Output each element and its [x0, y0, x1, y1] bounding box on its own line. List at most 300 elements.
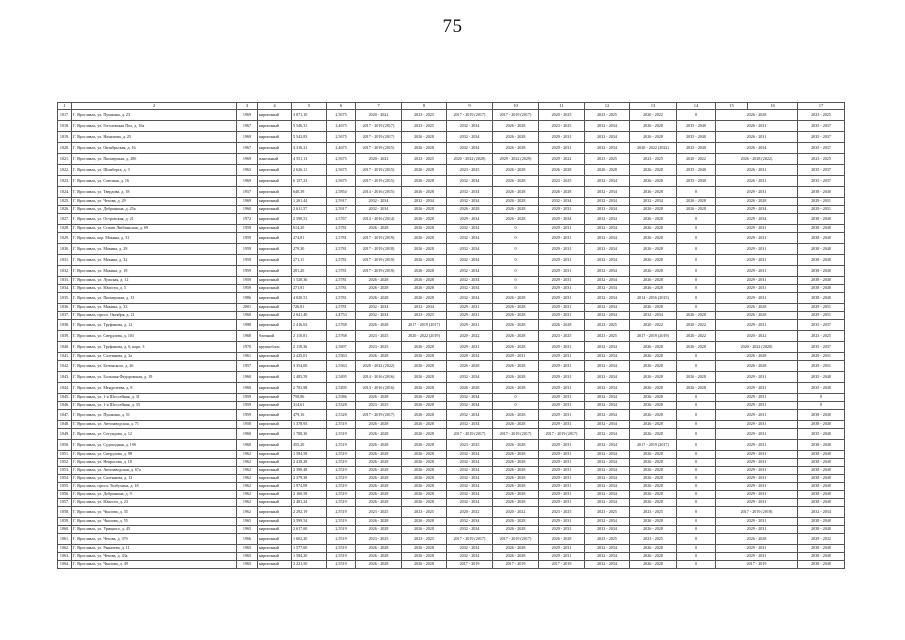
table-cell: 2,5767	[327, 214, 356, 225]
table-cell: Г. Ярославль, ул. Автозаводская, д. 67а	[72, 467, 237, 475]
table-cell: 0	[677, 534, 716, 545]
table-cell: 2017 - 2019	[716, 561, 798, 569]
table-cell: 2029 - 2031	[716, 383, 798, 394]
table-cell: 1959	[237, 402, 258, 410]
table-cell: 2023 - 2025	[402, 312, 447, 320]
table-cell: 2026 - 2028	[493, 372, 539, 383]
table-cell: Г. Ярославль, ул. Лужская, д. 12	[72, 277, 237, 285]
table-cell: 1026.	[58, 206, 72, 214]
table-cell: 2,5519	[327, 459, 356, 467]
table-cell: 479,16	[292, 410, 327, 421]
table-cell: 2032 - 2034	[447, 459, 493, 467]
table-cell: 1056.	[58, 491, 72, 499]
table-cell: кирпичный	[258, 545, 292, 553]
table-cell: 2026 - 2028	[716, 361, 798, 372]
table-cell: 2032 - 2034	[585, 483, 630, 491]
table-cell: 2029 - 2031	[447, 304, 493, 312]
table-cell: Г. Ярославль, ул. Чехова, д. 37б	[72, 534, 237, 545]
table-cell: 2026 - 2028	[493, 459, 539, 467]
table-cell: 1029.	[58, 233, 72, 244]
table-cell: панельный	[258, 154, 292, 165]
table-cell: 2026 - 2028	[402, 361, 447, 372]
table-cell: 0	[677, 526, 716, 534]
table-cell: 2029 - 2031	[716, 526, 798, 534]
table-cell: 0	[677, 491, 716, 499]
table-cell: 2020 - 2022	[356, 110, 402, 121]
table-cell: 2032 - 2034	[585, 198, 630, 206]
table-cell: 2023 - 2025	[402, 507, 447, 518]
table-cell: 2032 - 2034	[447, 394, 493, 402]
table-cell: 1019.	[58, 132, 72, 143]
table-cell: 2023 - 2025	[798, 154, 845, 165]
table-cell: 2 481,24	[292, 499, 327, 507]
table-cell: 2029 - 2031	[716, 394, 798, 402]
table-cell: 1965	[237, 553, 258, 561]
table-row	[58, 187, 845, 198]
table-cell: 2,5519	[327, 561, 356, 569]
table-row	[58, 320, 845, 331]
table-cell: 2 416,63	[292, 320, 327, 331]
column-number-cell: 10	[493, 103, 539, 110]
table-cell: 2026 - 2028	[539, 320, 585, 331]
table-cell: 1968	[237, 331, 258, 342]
table-cell: 2029 - 2031	[539, 421, 585, 429]
table-cell: Г. Ярославль, ул. 1-я Шоссейная, д. 33	[72, 402, 237, 410]
table-cell: 2038 - 2040	[798, 233, 845, 244]
table-cell: 2026 - 2028	[493, 483, 539, 491]
column-number-cell: 4	[258, 103, 292, 110]
table-cell: 2032 - 2034	[447, 402, 493, 410]
table-cell: 2032 - 2034	[585, 451, 630, 459]
table-cell: 3 071,10	[292, 110, 327, 121]
table-cell: 2026 - 2028	[716, 353, 798, 361]
column-number-cell: 14	[677, 103, 716, 110]
table-cell: 2 390,48	[292, 467, 327, 475]
table-cell: кирпичный	[258, 410, 292, 421]
table-cell: 2038 - 2040	[798, 244, 845, 255]
table-cell: 2029 - 2031	[447, 320, 493, 331]
table-cell: 2017 - 2019 (2019)	[630, 331, 677, 342]
table-cell: 2026 - 2028	[356, 225, 402, 233]
table-cell: 2,5781	[327, 277, 356, 285]
table-cell: 1959	[237, 233, 258, 244]
table-cell: 2023 - 2025	[630, 507, 677, 518]
table-cell: 2,5697	[327, 342, 356, 353]
table-cell: 2032 - 2034	[585, 553, 630, 561]
table-cell: Г. Ярославль, ул. Мокина, д. 28	[72, 244, 237, 255]
table-cell: 2026 - 2028	[402, 402, 447, 410]
table-cell: кирпичный	[258, 233, 292, 244]
table-cell: 2,5519	[327, 534, 356, 545]
table-cell: 2017 - 2019 (2019)	[356, 233, 402, 244]
table-cell: 2017 - 2019 (2015)	[356, 176, 402, 187]
table-cell: Г. Ярославль, ул. Пушкина, д. 51	[72, 410, 237, 421]
table-row	[58, 353, 845, 361]
table-cell: 2026 - 2031	[716, 121, 798, 132]
table-cell: 1037.	[58, 312, 72, 320]
table-row	[58, 475, 845, 483]
table-cell: 2,5519	[327, 440, 356, 451]
table-cell: 1965	[237, 518, 258, 526]
table-cell: 2032 - 2034	[447, 277, 493, 285]
table-cell: 0	[798, 394, 845, 402]
table-cell: Г. Ярославль, ул. Пионерская, д. 13	[72, 293, 237, 304]
table-cell: 2032 - 2034	[585, 244, 630, 255]
table-cell: 2023 - 2025	[356, 331, 402, 342]
table-cell: 2026 - 2028	[402, 293, 447, 304]
table-cell: 2029 - 2031	[539, 244, 585, 255]
table-cell: 281,20	[292, 266, 327, 277]
table-cell: 2,5563	[327, 361, 356, 372]
table-cell: 0	[493, 394, 539, 402]
table-row	[58, 293, 845, 304]
table-cell: 6 157,23	[292, 176, 327, 187]
table-cell: 2032 - 2034	[447, 421, 493, 429]
table-cell: 2026 - 2028	[493, 132, 539, 143]
column-number-cell: 3	[237, 103, 258, 110]
table-cell: 2023 - 2025	[539, 331, 585, 342]
table-cell: 2029 - 2031	[539, 206, 585, 214]
table-cell: 2032 - 2034	[447, 225, 493, 233]
table-cell: 1962	[237, 467, 258, 475]
table-cell: 1 708,30	[292, 429, 327, 440]
table-row	[58, 553, 845, 561]
column-number-cell: 6	[327, 103, 356, 110]
table-cell: 1962	[237, 499, 258, 507]
table-cell: 2026 - 2028	[493, 499, 539, 507]
table-cell: 2032 - 2034	[585, 394, 630, 402]
table-cell: 2029 - 2031	[716, 225, 798, 233]
table-cell: 2017 - 2019 (2017)	[630, 440, 677, 451]
table-cell: 2,5563	[327, 353, 356, 361]
table-cell: 2026 - 2028	[356, 394, 402, 402]
column-number-cell: 1	[58, 103, 72, 110]
table-cell: кирпичный	[258, 534, 292, 545]
table-cell: 2026 - 2028	[493, 198, 539, 206]
table-cell: 0	[677, 244, 716, 255]
table-cell: 2023 - 2025	[585, 331, 630, 342]
table-cell: 2,5495	[327, 383, 356, 394]
table-cell: кирпичный	[258, 361, 292, 372]
table-cell: 1958	[237, 421, 258, 429]
table-cell: 2029 - 2031	[539, 451, 585, 459]
table-cell: 2,5781	[327, 244, 356, 255]
table-cell: 2029 - 2034	[716, 214, 798, 225]
table-cell: 2,5519	[327, 483, 356, 491]
table-cell: 2026 - 2028	[630, 266, 677, 277]
table-cell: 2026 - 2028	[716, 304, 798, 312]
table-cell: 2032 - 2034	[356, 198, 402, 206]
table-cell: 2026 - 2028	[356, 440, 402, 451]
table-cell: 2029 - 2031	[539, 255, 585, 266]
table-cell: 2032 - 2034	[447, 499, 493, 507]
table-cell: 2026 - 2028	[630, 132, 677, 143]
table-cell: 2017 - 2019 (2017)	[402, 320, 447, 331]
table-cell: 2026 - 2028	[447, 206, 493, 214]
table-cell: 2026 - 2028	[356, 553, 402, 561]
table-cell: 2026 - 2028	[402, 421, 447, 429]
table-cell: 2029 - 2034	[447, 214, 493, 225]
table-cell: 2026 - 2028	[630, 361, 677, 372]
table-row	[58, 394, 845, 402]
table-cell: 1060.	[58, 526, 72, 534]
table-cell: 2032 - 2034	[356, 304, 402, 312]
table-cell: 2026 - 2028	[630, 277, 677, 285]
table-cell: 2,5917	[327, 206, 356, 214]
table-cell: 0	[798, 402, 845, 410]
table-row	[58, 383, 845, 394]
table-cell: 2 703,98	[292, 383, 327, 394]
table-cell: 2026 - 2028	[493, 421, 539, 429]
table-cell: Г. Ярославль, просп. Октября, д. 21	[72, 312, 237, 320]
table-cell: 2038 - 2040	[798, 518, 845, 526]
table-cell: 2020 - 2022	[677, 154, 716, 165]
table-cell: 2035 - 2040	[677, 165, 716, 176]
table-cell: Г. Ярославль, ул. Салтыкова, д. 12	[72, 475, 237, 483]
table-cell: 2026 - 2028	[356, 518, 402, 526]
table-cell: 2032 - 2034	[447, 518, 493, 526]
table-cell: 2038 - 2040	[798, 467, 845, 475]
table-cell: 2 611,57	[292, 206, 327, 214]
table-cell: 2029 - 2031	[539, 353, 585, 361]
table-cell: 2017 - 2019 (2017)	[493, 534, 539, 545]
table-cell: 2032 - 2034	[447, 187, 493, 198]
table-cell: крупноблоч.	[258, 342, 292, 353]
table-cell: 1032.	[58, 266, 72, 277]
table-cell: 2,5328	[327, 410, 356, 421]
table-cell: 2026 - 2028	[356, 545, 402, 553]
table-cell: 1025.	[58, 198, 72, 206]
table-cell: 2017 - 2019 (2017)	[356, 410, 402, 421]
table-cell: 2020 - 2022	[677, 331, 716, 342]
table-cell: 2023 - 2025	[630, 154, 677, 165]
table-cell: 3 599,54	[292, 518, 327, 526]
table-cell: 2035 - 2037	[798, 121, 845, 132]
table-cell: Г. Ярославль, ул. Союзная, д. 16	[72, 176, 237, 187]
table-cell: 1966	[237, 534, 258, 545]
table-row	[58, 361, 845, 372]
table-cell: кирпичный	[258, 553, 292, 561]
table-cell: 2029 - 2031	[447, 312, 493, 320]
table-cell: 2017 - 2019 (2017)	[447, 110, 493, 121]
table-cell: 2032 - 2034	[447, 293, 493, 304]
table-cell: 1052.	[58, 459, 72, 467]
table-row	[58, 233, 845, 244]
table-cell: 2026 - 2028	[402, 225, 447, 233]
table-row	[58, 467, 845, 475]
table-cell: кирпичный	[258, 255, 292, 266]
table-cell: 2,5328	[327, 402, 356, 410]
table-cell: 2029 - 2031	[539, 383, 585, 394]
table-cell: 2026 - 2028	[402, 429, 447, 440]
table-cell: 2026 - 2028	[356, 293, 402, 304]
table-cell: 1051.	[58, 451, 72, 459]
table-cell: кирпичный	[258, 266, 292, 277]
table-cell: 2032 - 2034	[585, 225, 630, 233]
table-cell: 2026 - 2028	[402, 214, 447, 225]
table-cell: 3 354,00	[292, 361, 327, 372]
table-cell: 1034.	[58, 285, 72, 293]
table-cell: 2026 - 2028	[356, 526, 402, 534]
table-cell: 2,5519	[327, 467, 356, 475]
table-cell: 1024.	[58, 187, 72, 198]
table-cell: 2026 - 2028	[402, 518, 447, 526]
table-cell: 2026 - 2028	[493, 165, 539, 176]
table-cell: 1 602,20	[292, 534, 327, 545]
table-cell: 2038 - 2040	[798, 561, 845, 569]
table-cell: Г. Ярославль, ул. Добрынина, д. 25а	[72, 206, 237, 214]
table-cell: 1 594,58	[292, 451, 327, 459]
table-cell: 1962	[237, 459, 258, 467]
table-cell: 2035 - 2037	[798, 342, 845, 353]
table-cell: кирпичный	[258, 402, 292, 410]
table-cell: 2038 - 2040	[798, 187, 845, 198]
table-row	[58, 132, 845, 143]
table-cell: 1970	[237, 342, 258, 353]
table-cell: 2035 - 2037	[798, 320, 845, 331]
table-cell: Г. Ярославль, ул. Стачек Люблянская, д. 69	[72, 225, 237, 233]
table-cell: кирпичный	[258, 499, 292, 507]
table-cell: 0	[493, 233, 539, 244]
table-cell: 2,5519	[327, 421, 356, 429]
table-cell: 2029 - 2032	[798, 534, 845, 545]
table-cell: 2032 - 2034	[585, 132, 630, 143]
table-cell: 2026 - 2028	[539, 165, 585, 176]
table-cell: кирпичный	[258, 561, 292, 569]
column-number-cell: 9	[447, 103, 493, 110]
table-cell: 2026 - 2028	[493, 553, 539, 561]
table-cell: 2029 - 2031	[716, 277, 798, 285]
table-cell: Г. Ярославль, ул. Автозаводская, д. 71	[72, 421, 237, 429]
table-cell: Г. Ярославль, ул. Некрасова, д. 18	[72, 459, 237, 467]
table-cell: 2029 - 2031	[539, 410, 585, 421]
table-cell: 0	[677, 353, 716, 361]
table-cell: 2014 - 2016 (2016)	[356, 383, 402, 394]
table-cell: 2,5768	[327, 320, 356, 331]
table-cell: 0	[677, 285, 716, 293]
table-cell: 2017 - 2019 (2017)	[447, 429, 493, 440]
table-cell: 2023 - 2025	[356, 507, 402, 518]
table-cell: 2020 - 2022 (2019)	[402, 331, 447, 342]
table-cell: 2023 - 2025	[402, 154, 447, 165]
table-cell: 1960	[237, 429, 258, 440]
table-cell: 2032 - 2034	[447, 475, 493, 483]
table-cell: 2023 - 2025	[585, 320, 630, 331]
table-row	[58, 244, 845, 255]
table-cell: 2038 - 2040	[798, 526, 845, 534]
table-cell: 2029 - 2031	[716, 266, 798, 277]
table-cell: 2020 - 2022 (2020)	[447, 154, 493, 165]
table-cell: 2032 - 2034	[585, 143, 630, 154]
table-cell: 2032 - 2034	[585, 214, 630, 225]
table-row	[58, 121, 845, 132]
table-cell: 2026 - 2028	[630, 475, 677, 483]
table-cell: 2026 - 2028	[402, 244, 447, 255]
table-row	[58, 110, 845, 121]
table-cell: 2023 - 2025	[539, 176, 585, 187]
table-cell: 2032 - 2034	[585, 421, 630, 429]
table-cell: 1038.	[58, 320, 72, 331]
table-cell: 2,5675	[327, 165, 356, 176]
table-cell: 2023 - 2025	[539, 121, 585, 132]
table-cell: 2,5768	[327, 331, 356, 342]
table-cell: 2026 - 2028	[356, 491, 402, 499]
table-row	[58, 459, 845, 467]
table-cell: 0	[677, 214, 716, 225]
table-row	[58, 483, 845, 491]
table-cell: 2032 - 2034	[585, 121, 630, 132]
table-cell: 2035 - 2037	[798, 132, 845, 143]
table-cell: кирпичный	[258, 383, 292, 394]
table-cell: Г. Ярославль, ул. Урицкого, д. 45	[72, 526, 237, 534]
table-cell: 2 292,19	[292, 507, 327, 518]
table-cell: 1017.	[58, 110, 72, 121]
table-cell: 2026 - 2028	[630, 410, 677, 421]
table-cell: 2029 - 2031	[798, 312, 845, 320]
table-cell: 2026 - 2028	[630, 402, 677, 410]
table-cell: 2029 - 2031	[539, 526, 585, 534]
table-cell: Г. Ярославль, ул. Свердлова, д. 98	[72, 451, 237, 459]
table-cell: 2026 - 2028	[677, 342, 716, 353]
table-cell: 2026 - 2031	[716, 165, 798, 176]
table-cell: 2020 - 2022	[630, 110, 677, 121]
table-cell: 2026 - 2028	[493, 361, 539, 372]
table-cell: 1020.	[58, 143, 72, 154]
table-row	[58, 507, 845, 518]
table-cell: 2,5781	[327, 266, 356, 277]
table-cell: 1062.	[58, 545, 72, 553]
table-cell: 2035 - 2040	[798, 383, 845, 394]
table-cell: 2020 - 2022	[447, 331, 493, 342]
table-cell: 1022.	[58, 165, 72, 176]
table-cell: кирпичный	[258, 518, 292, 526]
table-cell: 1959	[237, 225, 258, 233]
table-cell: Г. Ярославль, ул. Менделеева, д. 8	[72, 383, 237, 394]
table-cell: Г. Ярославль, ул. Чкалова, д. 35	[72, 507, 237, 518]
table-cell: 2032 - 2034	[447, 132, 493, 143]
table-cell: 2029 - 2031	[539, 312, 585, 320]
table-cell: кирпичный	[258, 206, 292, 214]
table-cell: 1965	[237, 526, 258, 534]
table-cell: 2032 - 2034	[356, 312, 402, 320]
table-cell: 2026 - 2028	[402, 410, 447, 421]
table-cell: Г. Ярославль, ул. Белинского, д. 26	[72, 361, 237, 372]
table-row	[58, 176, 845, 187]
table-cell: 1 577,60	[292, 545, 327, 553]
table-cell: кирпичный	[258, 225, 292, 233]
table-cell: 2029 - 2031	[716, 499, 798, 507]
table-cell: 2029 - 2031	[798, 361, 845, 372]
table-cell: 2032 - 2034	[447, 176, 493, 187]
table-cell: 2032 - 2034	[447, 545, 493, 553]
table-cell: 1960	[237, 440, 258, 451]
table-cell: 2026 - 2028	[493, 526, 539, 534]
table-cell: 1045.	[58, 394, 72, 402]
table-cell: 2026 - 2028	[493, 342, 539, 353]
table-cell: 2032 - 2034	[585, 459, 630, 467]
table-cell: кирпичный	[258, 110, 292, 121]
table-cell: 2026 - 2028 (2022)	[716, 154, 798, 165]
table-cell: 0	[677, 187, 716, 198]
table-cell: 2017 - 2019 (2019)	[356, 266, 402, 277]
table-cell: 2026 - 2028	[716, 312, 798, 320]
table-cell: 2029 - 2031	[716, 255, 798, 266]
table-cell: 2032 - 2034	[447, 266, 493, 277]
table-cell: 2032 - 2034	[630, 312, 677, 320]
table-cell: 1960	[237, 312, 258, 320]
table-row	[58, 545, 845, 553]
table-cell: 2032 - 2034	[447, 143, 493, 154]
